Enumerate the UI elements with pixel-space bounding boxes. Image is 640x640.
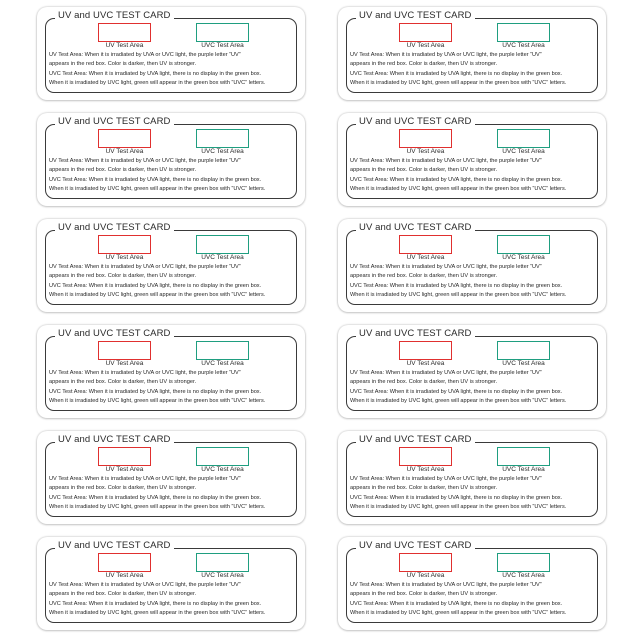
uv-test-area-box (399, 235, 452, 254)
uv-test-card (37, 325, 305, 418)
card-description (49, 263, 299, 300)
description-line: appears in the red box. Color is darker, then UV is stronger. (49, 273, 197, 280)
uvc-test-area-box (196, 447, 249, 466)
uv-test-area-box (98, 235, 151, 254)
uv-test-card (37, 7, 305, 100)
uv-test-area-box (98, 447, 151, 466)
uv-test-area-label: UV Test Area (105, 254, 144, 261)
card-description (350, 157, 600, 194)
card-title: UV and UVC TEST CARD (356, 222, 475, 234)
uv-test-card (338, 113, 606, 206)
card-description (350, 369, 600, 406)
card-description (49, 369, 299, 406)
description-line: UVC Test Area: When it is irradiated by UVA light, there is no display in the green box. (350, 600, 563, 607)
uv-test-area-box (399, 23, 452, 42)
uv-test-area-label: UV Test Area (105, 572, 144, 579)
description-line: UV Test Area: When it is irradiated by UVA or UVC light, the purple letter “UV” (350, 370, 542, 376)
card-description (49, 51, 299, 88)
uvc-test-area-box (196, 235, 249, 254)
description-line: appears in the red box. Color is darker, then UV is stronger. (350, 485, 498, 492)
card-description (350, 475, 600, 512)
uv-test-area-box (399, 129, 452, 148)
uv-test-area-label: UV Test Area (406, 42, 445, 49)
description-line: UVC Test Area: When it is irradiated by UVA light, there is no display in the green box. (49, 70, 262, 77)
card-title: UV and UVC TEST CARD (356, 540, 475, 552)
description-line: UVC Test Area: When it is irradiated by UVA light, there is no display in the green box. (49, 176, 262, 183)
description-line: UVC Test Area: When it is irradiated by UVA light, there is no display in the green box. (350, 176, 563, 183)
uv-test-card (338, 431, 606, 524)
description-line: When it is irradiated by UVC light, green will appear in the green box with “UVC” letters. (49, 185, 266, 192)
uv-test-card (338, 7, 606, 100)
uv-test-card (338, 537, 606, 630)
uvc-test-area-label: UVC Test Area (201, 254, 244, 261)
description-line: When it is irradiated by UVC light, green will appear in the green box with “UVC” letters. (350, 609, 567, 616)
description-line: When it is irradiated by UVC light, green will appear in the green box with “UVC” letters. (49, 503, 266, 510)
description-line: UV Test Area: When it is irradiated by UVA or UVC light, the purple letter “UV” (49, 52, 241, 58)
uvc-test-area-label: UVC Test Area (502, 466, 545, 473)
uv-test-card (338, 219, 606, 312)
description-line: appears in the red box. Color is darker, then UV is stronger. (49, 591, 197, 598)
card-description (350, 263, 600, 300)
card-title: UV and UVC TEST CARD (356, 328, 475, 340)
card-title: UV and UVC TEST CARD (356, 10, 475, 22)
description-line: UVC Test Area: When it is irradiated by UVA light, there is no display in the green box. (49, 494, 262, 501)
card-title: UV and UVC TEST CARD (55, 434, 174, 446)
uv-test-area-label: UV Test Area (406, 254, 445, 261)
description-line: appears in the red box. Color is darker, then UV is stronger. (350, 591, 498, 598)
description-line: appears in the red box. Color is darker, then UV is stronger. (350, 379, 498, 386)
description-line: appears in the red box. Color is darker, then UV is stronger. (350, 273, 498, 280)
uv-test-area-box (98, 553, 151, 572)
uvc-test-area-box (196, 553, 249, 572)
uv-test-area-box (98, 341, 151, 360)
description-line: appears in the red box. Color is darker, then UV is stronger. (350, 61, 498, 68)
uv-test-area-box (399, 341, 452, 360)
description-line: When it is irradiated by UVC light, green will appear in the green box with “UVC” letters. (350, 185, 567, 192)
description-line: When it is irradiated by UVC light, green will appear in the green box with “UVC” letters. (49, 79, 266, 86)
description-line: appears in the red box. Color is darker, then UV is stronger. (49, 167, 197, 174)
uvc-test-area-box (497, 129, 550, 148)
uvc-test-area-label: UVC Test Area (201, 466, 244, 473)
uv-test-card (37, 113, 305, 206)
card-description (49, 581, 299, 618)
uv-test-card (37, 219, 305, 312)
description-line: UVC Test Area: When it is irradiated by UVA light, there is no display in the green box. (350, 388, 563, 395)
card-title: UV and UVC TEST CARD (55, 10, 174, 22)
card-description (49, 157, 299, 194)
uv-test-area-label: UV Test Area (105, 42, 144, 49)
description-line: UV Test Area: When it is irradiated by UVA or UVC light, the purple letter “UV” (49, 158, 241, 164)
uv-test-area-box (399, 447, 452, 466)
card-title: UV and UVC TEST CARD (55, 222, 174, 234)
description-line: When it is irradiated by UVC light, green will appear in the green box with “UVC” letters. (350, 291, 567, 298)
uv-test-area-box (98, 129, 151, 148)
description-line: appears in the red box. Color is darker, then UV is stronger. (49, 485, 197, 492)
description-line: When it is irradiated by UVC light, green will appear in the green box with “UVC” letters. (49, 397, 266, 404)
uv-test-area-box (98, 23, 151, 42)
card-description (350, 51, 600, 88)
description-line: UV Test Area: When it is irradiated by UVA or UVC light, the purple letter “UV” (350, 52, 542, 58)
description-line: appears in the red box. Color is darker, then UV is stronger. (350, 167, 498, 174)
card-title: UV and UVC TEST CARD (55, 540, 174, 552)
card-description (350, 581, 600, 618)
uv-test-area-label: UV Test Area (105, 466, 144, 473)
description-line: UV Test Area: When it is irradiated by UVA or UVC light, the purple letter “UV” (350, 264, 542, 270)
uvc-test-area-label: UVC Test Area (502, 148, 545, 155)
uvc-test-area-box (497, 235, 550, 254)
uv-test-card (37, 431, 305, 524)
uvc-test-area-label: UVC Test Area (502, 254, 545, 261)
description-line: UV Test Area: When it is irradiated by UVA or UVC light, the purple letter “UV” (49, 582, 241, 588)
description-line: UVC Test Area: When it is irradiated by UVA light, there is no display in the green box. (350, 494, 563, 501)
description-line: UVC Test Area: When it is irradiated by UVA light, there is no display in the green box. (49, 388, 262, 395)
description-line: UV Test Area: When it is irradiated by UVA or UVC light, the purple letter “UV” (350, 582, 542, 588)
card-title: UV and UVC TEST CARD (55, 328, 174, 340)
description-line: UV Test Area: When it is irradiated by UVA or UVC light, the purple letter “UV” (350, 158, 542, 164)
uvc-test-area-label: UVC Test Area (201, 148, 244, 155)
uvc-test-area-label: UVC Test Area (201, 572, 244, 579)
uv-test-card (338, 325, 606, 418)
uv-test-area-box (399, 553, 452, 572)
description-line: When it is irradiated by UVC light, green will appear in the green box with “UVC” letters. (49, 609, 266, 616)
uvc-test-area-box (497, 23, 550, 42)
uvc-test-area-label: UVC Test Area (502, 42, 545, 49)
uvc-test-area-box (497, 447, 550, 466)
uv-test-area-label: UV Test Area (406, 572, 445, 579)
uvc-test-area-box (196, 23, 249, 42)
uvc-test-area-box (196, 341, 249, 360)
card-description (49, 475, 299, 512)
uvc-test-area-box (497, 553, 550, 572)
uvc-test-area-box (497, 341, 550, 360)
description-line: UVC Test Area: When it is irradiated by UVA light, there is no display in the green box. (350, 70, 563, 77)
description-line: appears in the red box. Color is darker, then UV is stronger. (49, 379, 197, 386)
uv-test-card (37, 537, 305, 630)
description-line: UV Test Area: When it is irradiated by UVA or UVC light, the purple letter “UV” (49, 370, 241, 376)
description-line: When it is irradiated by UVC light, green will appear in the green box with “UVC” letters. (350, 397, 567, 404)
description-line: When it is irradiated by UVC light, green will appear in the green box with “UVC” letters. (350, 503, 567, 510)
uvc-test-area-box (196, 129, 249, 148)
uvc-test-area-label: UVC Test Area (201, 360, 244, 367)
uvc-test-area-label: UVC Test Area (502, 572, 545, 579)
uvc-test-area-label: UVC Test Area (201, 42, 244, 49)
description-line: When it is irradiated by UVC light, green will appear in the green box with “UVC” letters. (350, 79, 567, 86)
description-line: When it is irradiated by UVC light, green will appear in the green box with “UVC” letters. (49, 291, 266, 298)
card-title: UV and UVC TEST CARD (356, 434, 475, 446)
uv-test-area-label: UV Test Area (406, 148, 445, 155)
uv-test-area-label: UV Test Area (406, 466, 445, 473)
description-line: UV Test Area: When it is irradiated by UVA or UVC light, the purple letter “UV” (350, 476, 542, 482)
description-line: UVC Test Area: When it is irradiated by UVA light, there is no display in the green box. (49, 600, 262, 607)
uvc-test-area-label: UVC Test Area (502, 360, 545, 367)
description-line: UVC Test Area: When it is irradiated by UVA light, there is no display in the green box. (350, 282, 563, 289)
description-line: UVC Test Area: When it is irradiated by UVA light, there is no display in the green box. (49, 282, 262, 289)
card-title: UV and UVC TEST CARD (55, 116, 174, 128)
card-title: UV and UVC TEST CARD (356, 116, 475, 128)
uv-test-area-label: UV Test Area (105, 148, 144, 155)
description-line: UV Test Area: When it is irradiated by UVA or UVC light, the purple letter “UV” (49, 264, 241, 270)
description-line: UV Test Area: When it is irradiated by UVA or UVC light, the purple letter “UV” (49, 476, 241, 482)
uv-test-area-label: UV Test Area (105, 360, 144, 367)
uv-test-area-label: UV Test Area (406, 360, 445, 367)
description-line: appears in the red box. Color is darker, then UV is stronger. (49, 61, 197, 68)
